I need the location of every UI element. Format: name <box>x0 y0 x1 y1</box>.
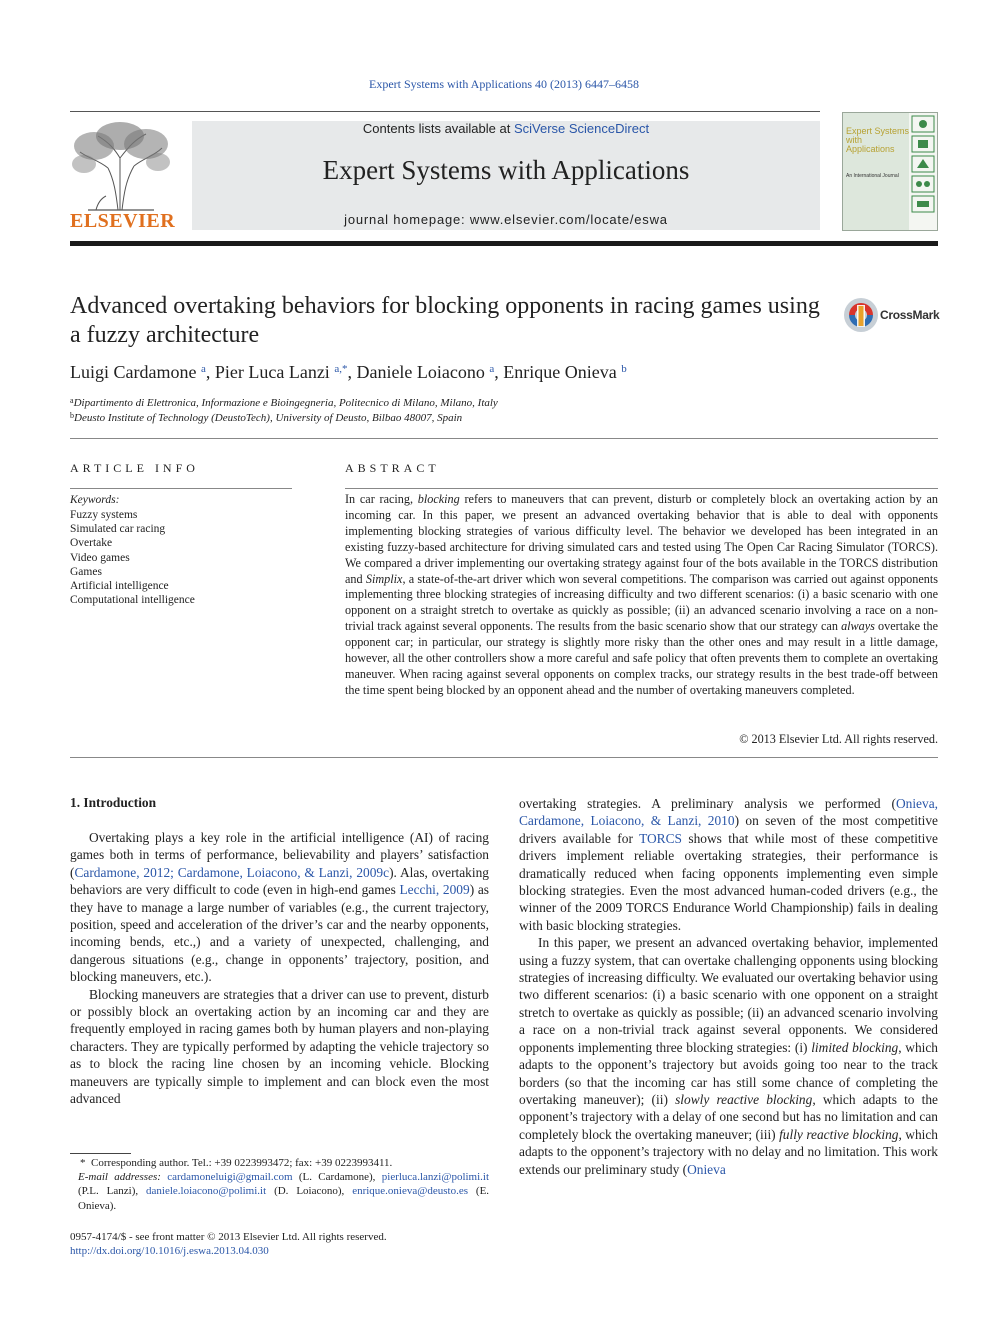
author-name: Enrique Onieva <box>503 362 617 382</box>
paragraph: Overtaking plays a key role in the artificial intelligence (AI) of racing games both in terms of performance, believability and players’ satisfaction (Cardamone, 2012; Cardamone, Loiacono, & Lanzi, 2009c). Alas, overtaking behaviors are very difficult to code (even in high-end games Lecchi, 2009) as they have to manage a large number of variables (e.g., the current trajectory, position, speed and acceleration of the driver’s car and the nearby opponents, incoming bends, etc.,) and a variety of unexpected, challenging, and dangerous situations (e.g., change in opponents’ trajectory, position, and blocking maneuvers, etc.). <box>70 830 489 985</box>
citation-link[interactable]: Onieva, Cardamone, Loiacono, & Lanzi, 2010 <box>519 796 938 829</box>
body-column-right <box>519 795 938 1178</box>
email-link[interactable]: daniele.loiacono@polimi.it <box>146 1185 267 1198</box>
email-link[interactable]: cardamoneluigi@gmail.com <box>167 1171 293 1184</box>
author-name: Pier Luca Lanzi <box>214 362 330 382</box>
affiliation-label: a <box>70 396 74 405</box>
cover-icon-strip <box>909 113 937 230</box>
keyword: Fuzzy systems <box>70 509 138 521</box>
corresponding-author-note: * Corresponding author. Tel.: +39 0223993472; fax: +39 0223993411. <box>80 1157 393 1169</box>
footnote-rule <box>70 1153 131 1154</box>
keywords-label: Keywords: <box>70 494 120 506</box>
paragraph: overtaking strategies. A preliminary analysis we performed (Onieva, Cardamone, Loiacono, & Lanzi, 2010) on seven of the most competitive drivers available for TORCS shows that while most of these competitive drivers implement reliable overtaking strategies, their performance is dramatically reduced when facing opponents implementing even simple blocking strategies. Even the most advanced human-coded drivers (e.g., the winner of the 2009 TORCS Endurance World Championship) fails in dealing with basic blocking strategies. <box>519 796 938 933</box>
author-name: Daniele Loiacono <box>356 362 485 382</box>
abstract-heading: ABSTRACT <box>345 461 440 475</box>
journal-homepage <box>192 212 820 227</box>
journal-citation[interactable]: Expert Systems with Applications 40 (2013) 6447–6458 <box>369 77 639 91</box>
homepage-prefix: journal homepage: <box>344 212 470 227</box>
author-affiliation-mark[interactable]: a,* <box>334 363 348 375</box>
cover-title: Expert Systems with Applications <box>846 126 910 154</box>
contents-prefix: Contents lists available at <box>362 121 514 136</box>
abstract-copyright: © 2013 Elsevier Ltd. All rights reserved. <box>739 732 938 746</box>
email-link[interactable]: pierluca.lanzi@polimi.it <box>381 1171 490 1184</box>
contents-line <box>192 121 820 136</box>
homepage-link[interactable]: www.elsevier.com/locate/eswa <box>469 212 668 227</box>
title-divider <box>70 438 938 439</box>
torcs-link[interactable]: TORCS <box>639 830 682 846</box>
article-info-heading: ARTICLE INFO <box>70 461 199 475</box>
affiliation-b <box>70 411 462 424</box>
keyword: Games <box>70 565 102 578</box>
paragraph: In this paper, we present an advanced overtaking behavior, implemented using a fuzzy system, that can overtake challenging opponents using blocking strategies of increasing difficulty. We evaluated our overtaking behavior using two different scenarios: (i) a basic scenario with one opponent on a straight stretch to overtake as quickly as possible; (ii) an advanced scenario involving a race on a non-trivial track against several opponents. We considered opponents implementing three blocking strategies: (i) limited blocking, which adapts to the opponent’s trajectory but avoids going too near to the track borders (so that the incoming car has still some chance of completing the overtaking maneuver); (ii) slowly reactive blocking, which adapts to the opponent’s trajectory with a delay of one second but has no limitation and can completely block the overtaking maneuver; (iii) fully reactive blocking, which adapts to the opponent’s trajectory with no delay and no limitation. This work extends our preliminary study (Onieva <box>519 935 938 1177</box>
affiliation-a <box>70 396 498 409</box>
keyword: Video games <box>70 551 130 564</box>
cover-icons <box>909 113 937 230</box>
doi-link[interactable]: http://dx.doi.org/10.1016/j.eswa.2013.04.030 <box>70 1245 269 1258</box>
abstract-rule <box>345 488 938 489</box>
citation-link[interactable]: Lecchi, 2009 <box>399 882 470 898</box>
keywords-list <box>70 508 195 607</box>
paragraph: Blocking maneuvers are strategies that a driver can use to prevent, disturb or possibly block an overtaking action by an incoming car and they are frequently employed in racing games both by human players and non-playing characters. They are typically performed by adapting the vehicle trajectory so as to block the racing line chosen by an incoming vehicle. Blocking maneuvers are typically simple to implement and can block even the most advanced <box>70 986 489 1107</box>
issn-doi-block <box>70 1230 489 1259</box>
email-addresses: E-mail addresses: cardamoneluigi@gmail.com (L. Cardamone), pierluca.lanzi@polimi.it (P.L. Lanzi), daniele.loiacono@polimi.it (D. Loiacono), enrique.onieva@deusto.es (E. Onieva). <box>78 1171 490 1212</box>
abstract-divider <box>70 757 938 758</box>
crossmark-icon[interactable] <box>843 297 879 333</box>
section-heading-introduction: 1. Introduction <box>70 795 157 810</box>
author-name: Luigi Cardamone <box>70 362 197 382</box>
article-title: Advanced overtaking behaviors for blocking opponents in racing games using a fuzzy architecture <box>70 293 820 348</box>
citation-link[interactable]: Onieva <box>687 1161 726 1177</box>
affiliation-text: Dipartimento di Elettronica, Informazione e Bioingegneria, Politecnico di Milano, Milano, Italy <box>73 397 498 409</box>
crossmark-label[interactable]: CrossMark <box>880 308 940 322</box>
author-affiliation-mark[interactable]: b <box>621 363 627 375</box>
abstract-text: In car racing, blocking refers to maneuvers that can prevent, disturb or completely block an overtaking action by an incoming car. In this paper, we present an advanced overtaking behavior that is able to deal with opponents implementing blocking strategies of various difficulty level. The behavior we developed has been integrated in an existing fuzzy-based architecture for driving simulated cars and tested using The Open Car Racing Simulator (TORCS). We compared a driver implementing our overtaking strategy against four of the bots available in the TORCS distribution and Simplix, a state-of-the-art driver which won several competitions. The comparison was carried out against opponents implementing three blocking strategies of increasing difficulty and two different scenarios: (i) a basic scenario with one opponent on a straight stretch to overtake as quickly as possible; (ii) an advanced scenario involving a race on a non-trivial track against several opponents. The results from the basic scenario show that our strategy can always overtake the opponent car; in particular, our strategy is slightly more risky than the other ones and may result in a little damage, however, all the other controllers show a more careful and safe policy that often prevents them to complete an overtaking maneuver. When racing against several opponents on complex tracks, our strategy results in the best trade-off between the time spent being blocked by an opponent ahead and the number of overtaking maneuvers completed. <box>345 492 939 697</box>
footnotes <box>70 1156 489 1213</box>
author-affiliation-mark[interactable]: a <box>200 363 206 375</box>
header-divider <box>70 111 820 112</box>
author-affiliation-mark[interactable]: a <box>489 363 495 375</box>
keyword: Overtake <box>70 537 113 550</box>
elsevier-wordmark: ELSEVIER <box>70 210 176 232</box>
keyword: Computational intelligence <box>70 594 195 607</box>
journal-title: Expert Systems with Applications <box>322 155 690 185</box>
citation-link[interactable]: Cardamone, 2012; Cardamone, Loiacono, & Lanzi, 2009c <box>74 864 390 880</box>
affiliation-label: b <box>70 411 74 420</box>
cover-subtitle: An International Journal <box>846 173 899 179</box>
keyword: Artificial intelligence <box>70 580 169 593</box>
affiliation-text: Deusto Institute of Technology (DeustoTech), University of Deusto, Bilbao 48007, Spain <box>74 412 463 424</box>
body-column-left <box>70 812 489 1108</box>
issn-line: 0957-4174/$ - see front matter © 2013 Elsevier Ltd. All rights reserved. <box>70 1231 387 1243</box>
header-thick-rule <box>70 241 938 246</box>
email-link[interactable]: enrique.onieva@deusto.es <box>352 1185 469 1198</box>
sciencedirect-link[interactable]: SciVerse ScienceDirect <box>513 121 650 136</box>
author-list: Luigi Cardamone $^a$, Pier Luca Lanzi $^{a,*}$, Daniele Loiacono $^a$, Enrique Onieva $^b$ <box>70 362 627 382</box>
article-info-rule <box>70 488 292 489</box>
journal-cover-thumbnail[interactable] <box>842 112 938 231</box>
keyword: Simulated car racing <box>70 523 166 536</box>
